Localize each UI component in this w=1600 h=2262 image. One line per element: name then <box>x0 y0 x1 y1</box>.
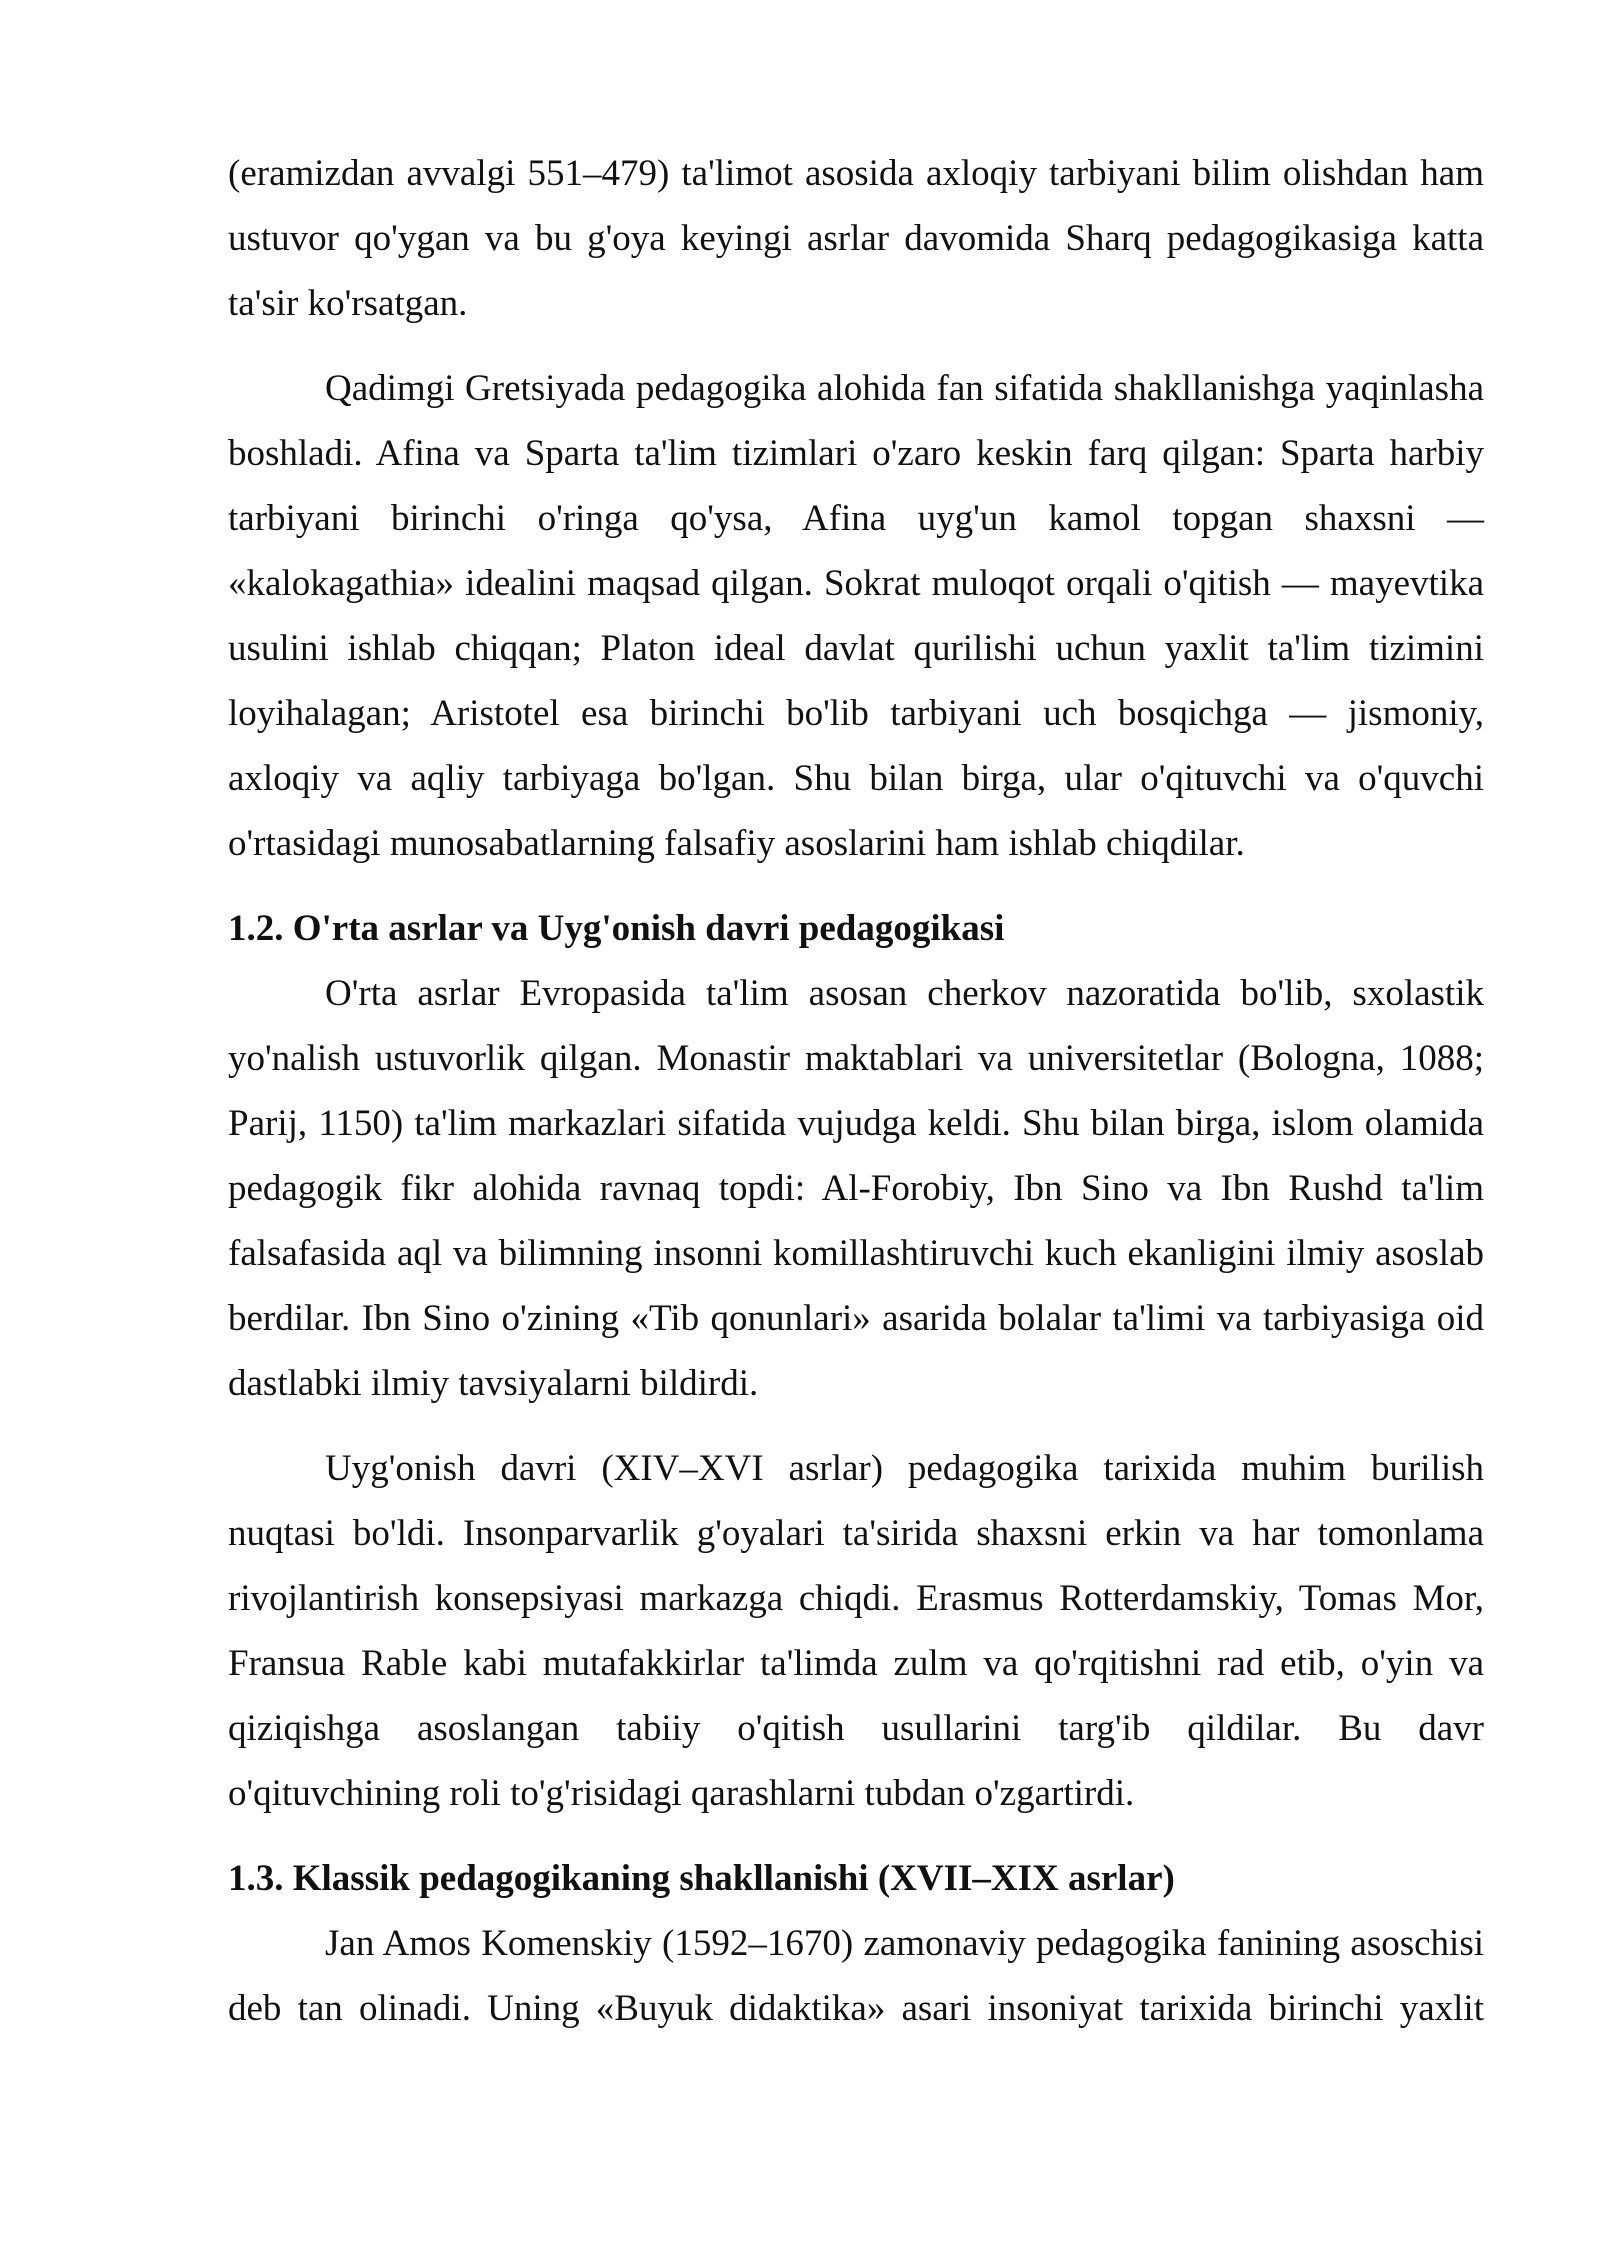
paragraph-komensky <box>228 1911 1484 2041</box>
text-line: O'rta asrlar Evropasida ta'lim asosan cherkov nazoratida bo'lib, sxolastik <box>325 973 1484 1014</box>
text-line: deb tan olinadi. Uning «Buyuk didaktika» asari insoniyat tarixida birinchi yaxlit <box>228 1988 1484 2029</box>
text-line: ustuvor qo'ygan va bu g'oya keyingi asrlar davomida Sharq pedagogikasiga katta <box>228 218 1484 259</box>
text-line: usulini ishlab chiqqan; Platon ideal davlat qurilishi uchun yaxlit ta'lim tizimini <box>228 628 1484 669</box>
text-line: o'rtasidagi munosabatlarning falsafiy asoslarini ham ishlab chiqdilar. <box>228 823 1245 864</box>
paragraph-renaissance <box>228 1436 1484 1826</box>
text-line: o'qituvchining roli to'g'risidagi qarashlarni tubdan o'zgartirdi. <box>228 1773 1135 1814</box>
text-line: (eramizdan avvalgi 551–479) ta'limot asosida axloqiy tarbiyani bilim olishdan ham <box>228 153 1484 194</box>
document-body <box>228 141 1484 2061</box>
text-line: Qadimgi Gretsiyada pedagogika alohida fan sifatida shakllanishga yaqinlasha <box>325 368 1484 409</box>
text-line: Jan Amos Komenskiy (1592–1670) zamonaviy pedagogika fanining asoschisi <box>325 1923 1484 1964</box>
text-line: Parij, 1150) ta'lim markazlari sifatida vujudga keldi. Shu bilan birga, islom olamida <box>228 1103 1484 1144</box>
text-line: nuqtasi bo'ldi. Insonparvarlik g'oyalari ta'sirida shaxsni erkin va har tomonlama <box>228 1513 1484 1554</box>
text-line: boshladi. Afina va Sparta ta'lim tizimlari o'zaro keskin farq qilgan: Sparta harbiy <box>228 433 1484 474</box>
text-line: loyihalagan; Aristotel esa birinchi bo'lib tarbiyani uch bosqichga — jismoniy, <box>228 693 1484 734</box>
text-line: Uyg'onish davri (XIV–XVI asrlar) pedagogika tarixida muhim burilish <box>325 1448 1484 1489</box>
paragraph-ancient-greece <box>228 356 1484 876</box>
paragraph-middle-ages <box>228 961 1484 1416</box>
text-line: ta'sir ko'rsatgan. <box>228 283 468 324</box>
text-line: berdilar. Ibn Sino o'zining «Tib qonunlari» asarida bolalar ta'limi va tarbiyasiga oid <box>228 1298 1484 1339</box>
text-line: dastlabki ilmiy tavsiyalarni bildirdi. <box>228 1363 759 1404</box>
text-line: «kalokagathia» idealini maqsad qilgan. Sokrat muloqot orqali o'qitish — mayevtika <box>228 563 1484 604</box>
text-line: axloqiy va aqliy tarbiyaga bo'lgan. Shu bilan birga, ular o'qituvchi va o'quvchi <box>228 758 1484 799</box>
text-line: pedagogik fikr alohida ravnaq topdi: Al-Forobiy, Ibn Sino va Ibn Rushd ta'lim <box>228 1168 1484 1209</box>
text-line: yo'nalish ustuvorlik qilgan. Monastir maktablari va universitetlar (Bologna, 1088; <box>228 1038 1484 1079</box>
text-line: tarbiyani birinchi o'ringa qo'ysa, Afina uyg'un kamol topgan shaxsni — <box>228 498 1484 539</box>
text-line: qiziqishga asoslangan tabiiy o'qitish usullarini targ'ib qildilar. Bu davr <box>228 1708 1484 1749</box>
text-line: Fransua Rable kabi mutafakkirlar ta'limda zulm va qo'rqitishni rad etib, o'yin va <box>228 1643 1484 1684</box>
section-heading-1-2: 1.2. O'rta asrlar va Uyg'onish davri pedagogikasi <box>228 908 1005 949</box>
text-line: rivojlantirish konsepsiyasi markazga chiqdi. Erasmus Rotterdamskiy, Tomas Mor, <box>228 1578 1484 1619</box>
section-heading-1-3: 1.3. Klassik pedagogikaning shakllanishi (XVII–XIX asrlar) <box>228 1858 1175 1899</box>
paragraph-confucius-continuation <box>228 141 1484 336</box>
text-line: falsafasida aql va bilimning insonni komillashtiruvchi kuch ekanligini ilmiy asoslab <box>228 1233 1484 1274</box>
